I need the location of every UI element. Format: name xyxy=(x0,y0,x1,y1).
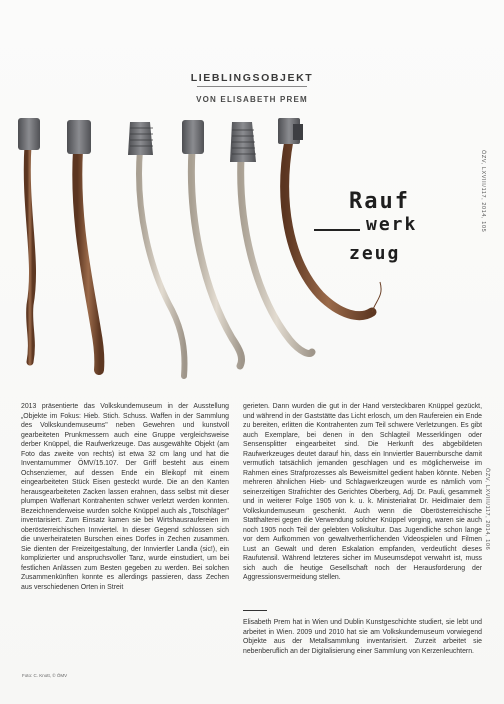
club-5 xyxy=(230,122,312,354)
body-column-left: 2013 präsentierte das Volkskundemuseum in der Ausstellung „Objekte im Fokus: Hieb. Stich. Schuss. Waffen in der Sammlung des Volkskundemuseums" neben Gewehren und kunstvoll gearbeiteten Prunkmessern auch eine Gruppe vergleichsweise derber Knüppel, die Raufwerkzeuge. Das ausgewählte Objekt (am Foto das zweite von rechts) ist etwa 32 cm lang und hat die Inventarnummer ÖMV/15.107. Der Griff besteht aus einem Ochsenziemer, auf dessen Ende ein Bleikopf mit einem eingearbeiteten Stück Eisen gesteckt wurde. Die an den Kanten herausgearbeiteten Zacken lassen erahnen, dass selbst mit dieser plumpen Waffenart Kontrahenten schwer verletzt werden konnten. Bezeichnenderweise wurden solche Knüppel auch als „Totschläger" inventarisiert. Zum Einsatz kamen sie bei Wirtshausraufereien im oberösterreichischen Innviertel. In dieser Gegend schlossen sich die unverheirateten Burschen eines Dorfes in Zechen zusammen. Sie dienten der Freizeitgestaltung, der Innviertler Landla (sic!), ein komplizierter und anspruchsvoller Tanz, wurde einstudiert, um bei festlichen Anlässen zum Besten gegeben zu werden. Bei solchen Zusammenkünften konnte es allerdings passieren, dass Zechen aus verschiedenen Orten in Streit xyxy=(21,403,229,591)
section-kicker: LIEBLINGSOBJEKT xyxy=(190,72,314,84)
page-reference-top: ÖZV, LXVIII/117, 2014, 105 xyxy=(480,150,486,233)
raufwerkzeug-photo xyxy=(0,100,504,390)
title-line-1: Rauf xyxy=(349,189,410,214)
author-bio: Elisabeth Prem hat in Wien und Dublin Kunstgeschichte studiert, sie lebt und arbeitet in Wien. 2009 und 2010 hat sie am Volkskundemuseum vorwiegend Objekte aus der Metallsammlung inventarisiert. Zurzeit arbeitet sie nebenberuflich an der Digitalisierung einer Sammlung von Kerzenleuchtern. xyxy=(243,619,482,655)
author-byline: VON ELISABETH PREM xyxy=(196,95,308,104)
club-3 xyxy=(128,122,185,376)
bio-divider xyxy=(243,610,267,611)
title-rule xyxy=(314,229,360,231)
body-column-right: gerieten. Dann wurden die gut in der Hand versteckbaren Knüppel gezückt, und während in der Gaststätte das Licht erlosch, um den Raufereien ein Ende zu bereiten, erlitten die Kontrahenten zum Teil schwere Verletzungen. Es gibt auch Exemplare, bei denen in den Schlagteil Messerklingen oder Sensensplitter eingearbeitet sind. Die Herkunft des abgebildeten Raufwerkzeuges deutet darauf hin, dass ein Innviertler Bauernbursche damit vermutlich tatsächlich jemanden geschlagen und es möglicherweise im Rahmen eines Strafprozesses als Beweismittel gedient haben könnte. Neben mehreren ähnlichen Hieb- und Schlagwerkzeugen wurde es nämlich vom seinerzeitigen Strafrichter des Gerichtes Oberberg, Adj. Dr. Pauli, gesammelt und in weiterer Folge 1905 von k. u. k. Ministerialrat Dr. Heidlmaier dem Volkskundemuseum geschenkt. Auch wenn die Oberösterreichische Statthalterei gegen die Verwendung solcher Knüppel vorging, waren sie auch noch 1905 noch Teil der gelebten Volkskultur. Das Jugendliche schon lange vor dem Aufkommen von gewaltverherrlichenden Videospielen und Filmen Lust an Gewalt und deren Eskalation empfanden, verdeutlicht dieses Raufutensil. Während letzteres sicher im Museumsdepot verwahrt ist, muss sich auch die heutige Gesellschaft noch der Herausforderung der Aggressionsvermeidung stellen. xyxy=(243,403,482,581)
page-reference-bottom: ÖZV, LXVIII/117, 2014, 106 xyxy=(484,468,490,551)
kicker-divider xyxy=(197,86,307,87)
title-line-2: werk xyxy=(366,214,418,235)
title-line-3: zeug xyxy=(349,243,401,264)
photo-credit: Foto: C. Knott, © ÖMV xyxy=(22,673,68,678)
club-2 xyxy=(67,120,99,370)
club-1 xyxy=(18,118,40,362)
